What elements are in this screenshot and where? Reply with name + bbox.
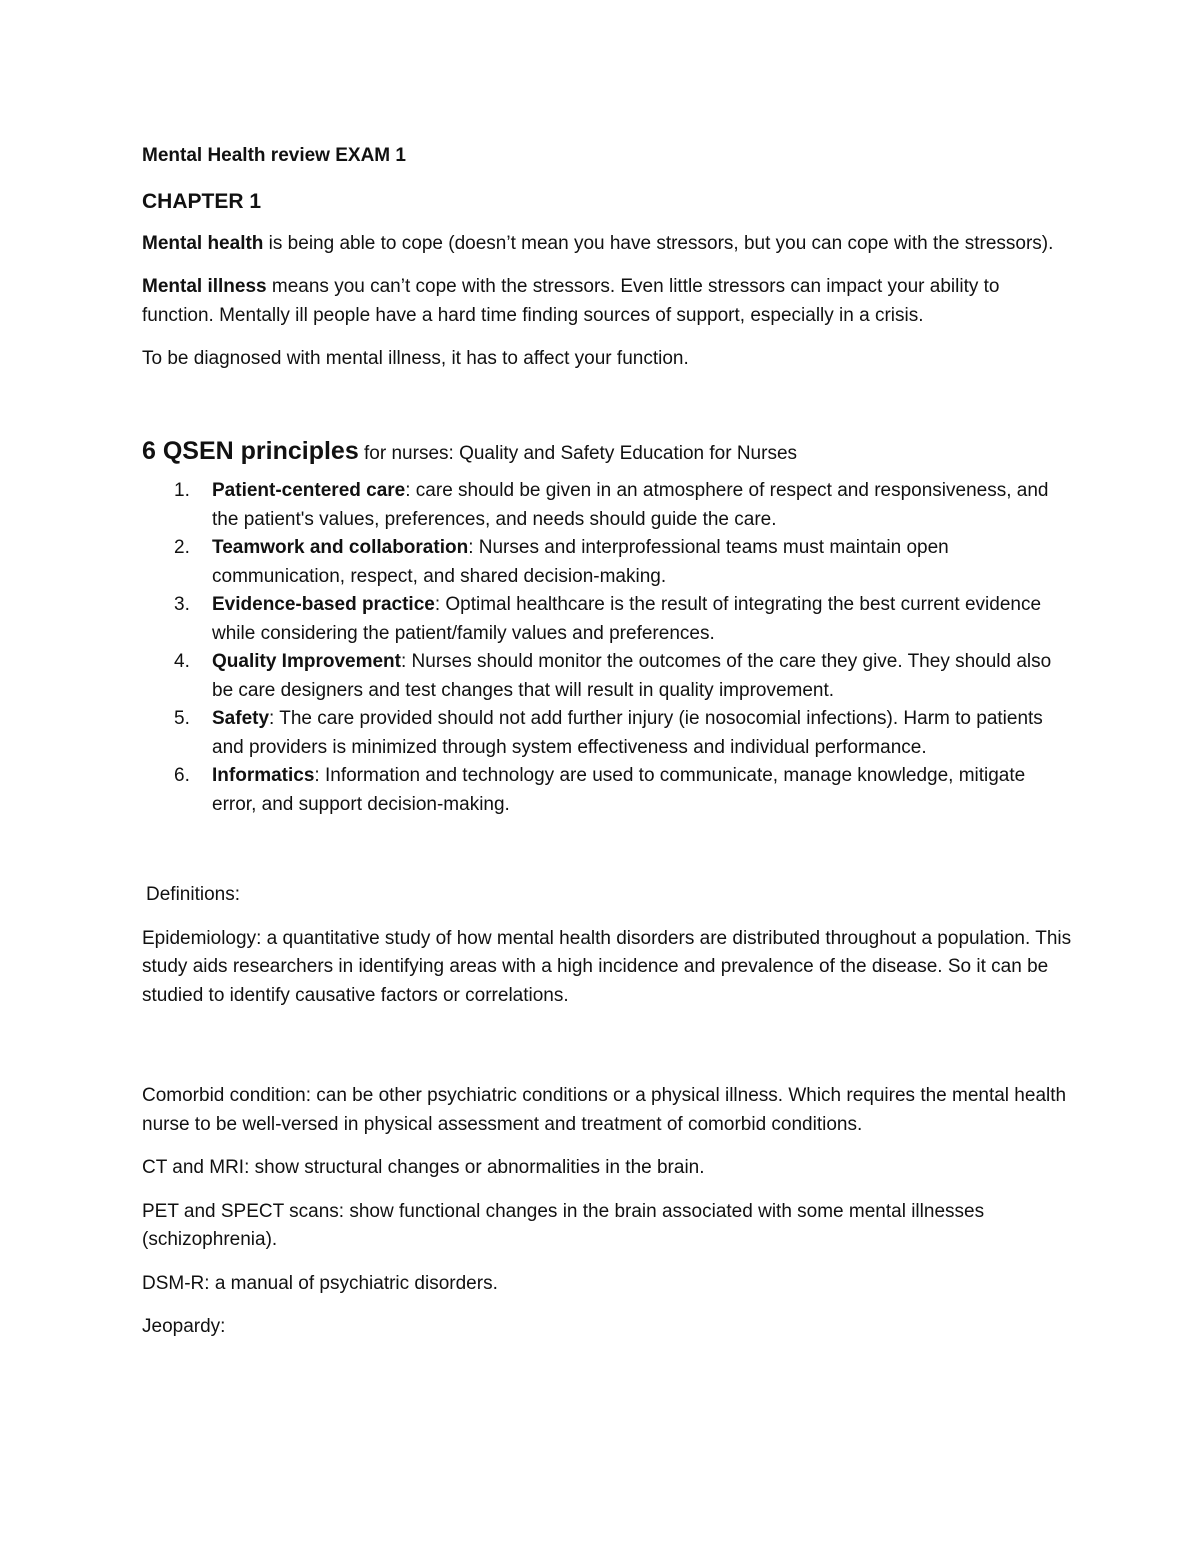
- qsen-heading: [142, 437, 1072, 469]
- definition-ct-mri: CT and MRI: show structural changes or abnormalities in the brain.: [142, 1157, 705, 1178]
- mental-illness-term: Mental illness: [142, 276, 267, 297]
- mental-health-paragraph: [142, 230, 1072, 259]
- principle-text: : Nurses should monitor the outcomes of the care they give. They should also be care designers and test changes that will result in quality improvement.: [212, 651, 1052, 701]
- list-number: 5.: [174, 708, 190, 729]
- list-item: [142, 762, 1072, 819]
- qsen-principles-list: [142, 477, 1072, 819]
- list-number: 1.: [174, 480, 190, 501]
- list-number: 6.: [174, 765, 190, 786]
- principle-term: Patient-centered care: [212, 480, 406, 501]
- diagnosis-note: To be diagnosed with mental illness, it has to affect your function.: [142, 348, 689, 369]
- list-item: [142, 534, 1072, 591]
- chapter-heading: CHAPTER 1: [142, 189, 262, 213]
- principle-term: Informatics: [212, 765, 315, 786]
- qsen-heading-strong: 6 QSEN principles: [142, 436, 359, 465]
- definition-dsm: DSM-R: a manual of psychiatric disorders.: [142, 1272, 498, 1294]
- list-item: [142, 705, 1072, 762]
- principle-term: Quality Improvement: [212, 651, 401, 672]
- document-title: Mental Health review EXAM 1: [142, 145, 406, 166]
- qsen-heading-rest: for nurses: Quality and Safety Education for Nurses: [358, 442, 798, 464]
- mental-illness-text: means you can’t cope with the stressors. Even little stressors can impact your ability to function. Mentally ill people have a hard time finding sources of support, especially in a crisis.: [142, 276, 1000, 326]
- list-number: 4.: [174, 651, 190, 672]
- definition-pet-spect: PET and SPECT scans: show functional changes in the brain associated with some mental illnesses (schizophrenia).: [142, 1200, 985, 1250]
- document-body: [142, 142, 1072, 1357]
- list-number: 3.: [174, 594, 190, 615]
- list-item: [142, 591, 1072, 648]
- principle-text: : care should be given in an atmosphere of respect and responsiveness, and the patient's values, preferences, and needs should guide the care.: [212, 480, 1049, 530]
- definitions-label: Definitions:: [146, 884, 240, 905]
- list-number: 2.: [174, 537, 190, 558]
- mental-illness-paragraph: [142, 273, 1072, 330]
- mental-health-text: is being able to cope (doesn’t mean you have stressors, but you can cope with the stressors).: [263, 232, 1054, 254]
- principle-text: : Optimal healthcare is the result of integrating the best current evidence while considering the patient/family values and preferences.: [212, 594, 1042, 644]
- principle-text: : The care provided should not add further injury (ie nosocomial infections). Harm to patients and providers is minimized through system effectiveness and individual performance.: [212, 708, 1043, 758]
- mental-health-term: Mental health: [142, 232, 264, 254]
- definition-jeopardy: Jeopardy:: [142, 1316, 226, 1337]
- principle-term: Safety: [212, 708, 270, 729]
- definition-epidemiology: Epidemiology: a quantitative study of how mental health disorders are distributed throughout a population. This study aids researchers in identifying areas with a high incidence and prevalence of the disease. So it can be studied to identify causative factors or correlations.: [142, 927, 1072, 1006]
- list-item: [142, 648, 1072, 705]
- principle-text: : Nurses and interprofessional teams must maintain open communication, respect, and shared decision-making.: [212, 537, 949, 587]
- principle-term: Teamwork and collaboration: [212, 537, 469, 558]
- list-item: [142, 477, 1072, 534]
- principle-term: Evidence-based practice: [212, 594, 435, 615]
- principle-text: : Information and technology are used to communicate, manage knowledge, mitigate error, and support decision-making.: [212, 765, 1026, 815]
- definition-comorbid: Comorbid condition: can be other psychiatric conditions or a physical illness. Which requires the mental health nurse to be well-versed in physical assessment and treatment of comorbid conditions.: [142, 1085, 1067, 1135]
